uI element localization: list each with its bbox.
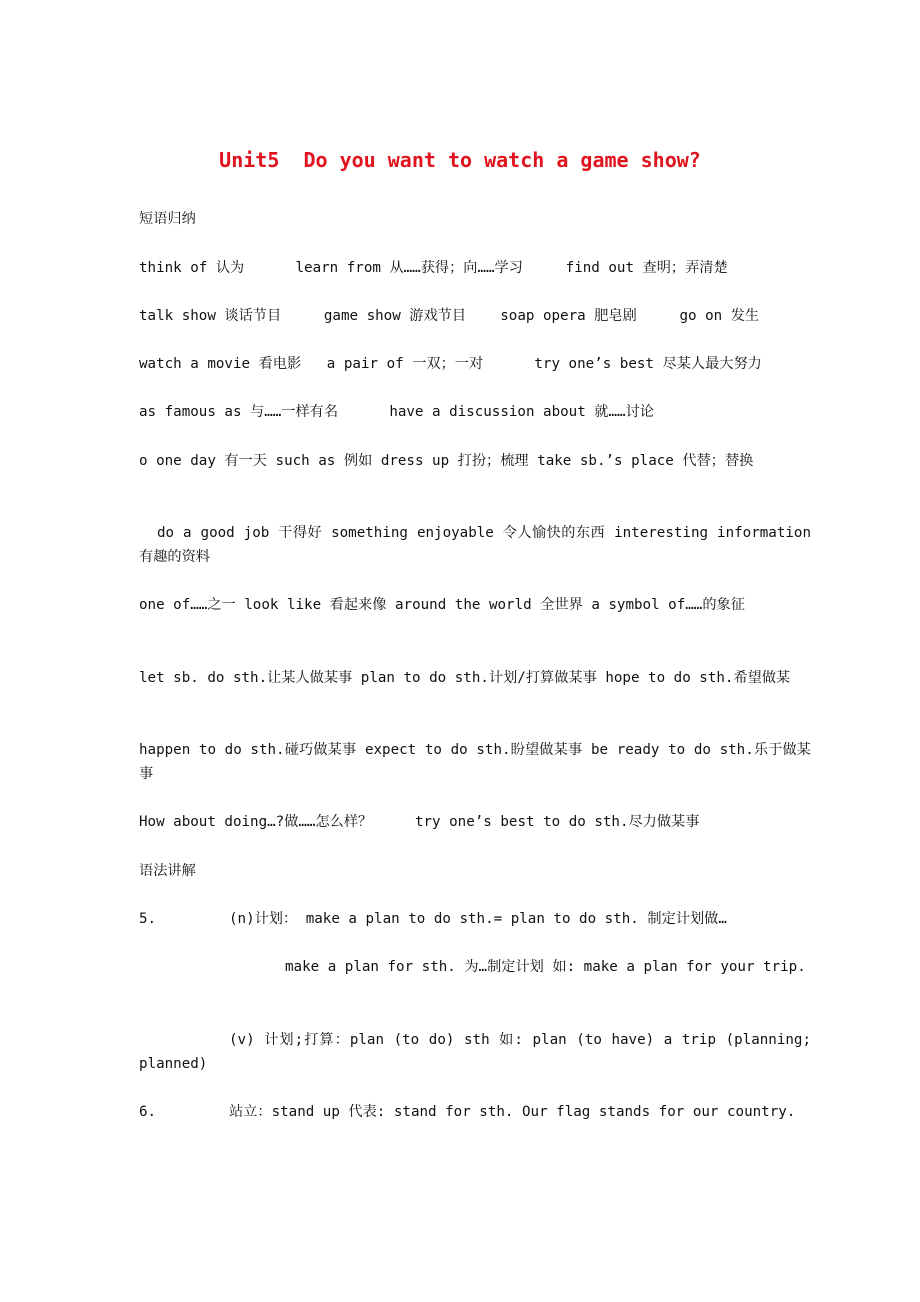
phrase: around the world 全世界 [394, 597, 583, 613]
phrase: soap opera 肥皂剧 [500, 308, 637, 324]
phrase-row-3 [139, 352, 762, 376]
phrase: How about doing…?做……怎么样？ [139, 814, 373, 830]
phrase: hope to do sth.希望做某 [605, 670, 791, 686]
phrase: interesting information 有趣的资料 [139, 525, 811, 565]
phrase: try one’s best 尽某人最大努力 [534, 356, 762, 372]
phrase: let sb. do sth.让某人做某事 [139, 670, 353, 686]
phrase: think of 认为 [139, 260, 245, 276]
phrase: be ready to do sth.乐于做某事 [139, 742, 811, 782]
phrase: look like 看起来像 [244, 597, 387, 613]
grammar-item-5-verb: (v) 计划;打算：plan (to do) sth 如: plan (to have) a trip (planning; planned) [139, 1032, 811, 1072]
phrase: have a discussion about 就……讨论 [389, 404, 654, 420]
phrase: take sb.’s place 代替；替换 [537, 453, 754, 469]
phrase: one of……之一 [139, 597, 236, 613]
phrase-row-7 [139, 593, 811, 617]
phrase-row-6 [139, 521, 811, 569]
phrase-row-9 [139, 738, 811, 786]
phrase: such as 例如 [275, 453, 373, 469]
phrase: do a good job 干得好 [156, 525, 323, 541]
phrase: learn from 从……获得；向……学习 [295, 260, 523, 276]
phrase: dress up 打扮；梳理 [380, 453, 529, 469]
phrase: one day 有一天 [156, 453, 267, 469]
phrase-row-1 [139, 256, 728, 280]
grammar-item-5-noun: (n)计划： make a plan to do sth.= plan to do sth. 制定计划做… [229, 911, 727, 927]
phrase: find out 查明；弄清楚 [565, 260, 728, 276]
phrase: a symbol of……的象征 [591, 597, 745, 613]
phrase: go on 发生 [679, 308, 760, 324]
phrase: try one’s best to do sth.尽力做某事 [414, 814, 700, 830]
phrase: happen to do sth.碰巧做某事 [139, 742, 357, 758]
phrase-row-5 [139, 449, 811, 473]
document-title: Unit5 Do you want to watch a game show? [219, 148, 701, 172]
phrase: game show 游戏节目 [323, 308, 467, 324]
phrase: watch a movie 看电影 [139, 356, 302, 372]
phrase: talk show 谈话节目 [139, 308, 282, 324]
phrase: a pair of 一双；一对 [326, 356, 484, 372]
phrase-row-10 [139, 810, 699, 834]
phrase: as famous as 与……一样有名 [139, 404, 339, 420]
phrase: plan to do sth.计划/打算做某事 [360, 670, 597, 686]
phrase-row-8 [139, 666, 811, 690]
grammar-item-5-number: 5. [139, 911, 157, 927]
phrase-row-2 [139, 304, 759, 328]
section-heading-grammar: 语法讲解 [139, 863, 196, 879]
grammar-item-6-number: 6. [139, 1104, 157, 1120]
section-heading-phrases: 短语归纳 [139, 211, 196, 227]
grammar-item-6-text: 站立：stand up 代表: stand for sth. Our flag stands for our country. [229, 1104, 796, 1120]
phrase: o [139, 453, 148, 469]
grammar-item-5-example: make a plan for sth. 为…制定计划 如: make a plan for your trip. [285, 959, 806, 975]
phrase: expect to do sth.盼望做某事 [364, 742, 583, 758]
phrase-row-4 [139, 400, 654, 424]
phrase: something enjoyable 令人愉快的东西 [331, 525, 606, 541]
